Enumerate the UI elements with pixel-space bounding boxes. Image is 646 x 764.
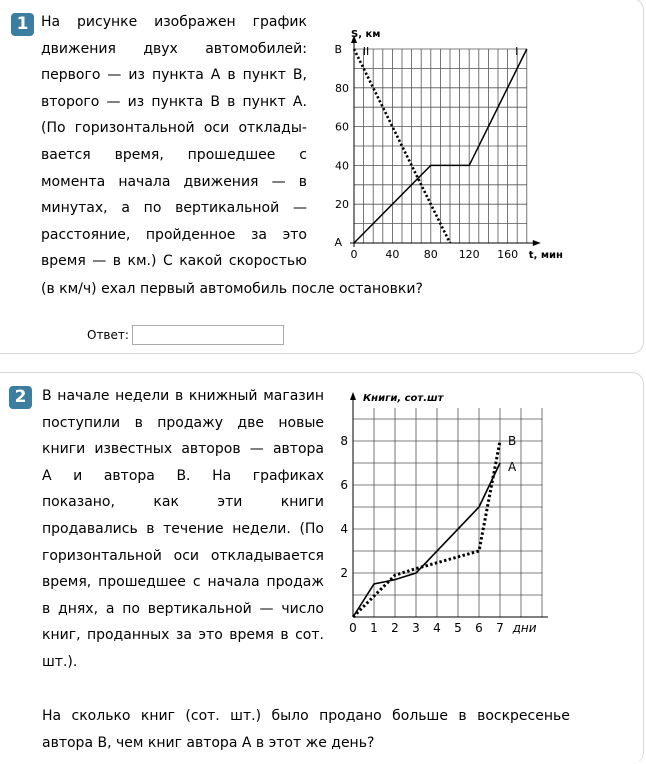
word: автомобилей: <box>205 36 307 63</box>
text-line <box>41 89 307 116</box>
word: книжный <box>189 383 258 410</box>
y-tick-label: 8 <box>340 434 348 448</box>
distance-time-chart <box>322 24 552 264</box>
x-tick-label: 120 <box>459 248 480 261</box>
word: продавались <box>42 516 138 543</box>
word: в <box>135 410 143 437</box>
word: это <box>283 222 307 249</box>
problem-text <box>42 383 324 649</box>
answer-label: Ответ: <box>87 328 129 342</box>
word: На <box>42 703 61 730</box>
word: магазин <box>263 383 324 410</box>
text-line <box>42 703 570 730</box>
y-tick-label: 4 <box>340 522 348 536</box>
word: в <box>42 596 50 623</box>
word: продаж <box>267 569 324 596</box>
x-tick-label: 1 <box>370 621 378 635</box>
word: а <box>106 596 115 623</box>
word: (сот. <box>185 703 219 730</box>
word: начала <box>118 169 170 196</box>
word: книги <box>281 489 324 516</box>
y-axis-label: Книги, сот.шт <box>363 393 445 404</box>
text-line <box>42 543 324 570</box>
text-line <box>42 569 324 596</box>
word: время, <box>115 142 164 169</box>
word: движения <box>184 169 259 196</box>
word: какой <box>179 248 222 275</box>
x-axis-arrow <box>533 240 541 246</box>
word: первого <box>41 62 100 89</box>
word: пункт <box>243 62 286 89</box>
word: В <box>210 89 220 116</box>
x-tick-label: 3 <box>412 621 420 635</box>
text-line <box>42 489 324 516</box>
word: А <box>211 62 221 89</box>
y-tick-label: 6 <box>340 478 348 492</box>
word: из <box>128 62 145 89</box>
word: известных <box>94 436 172 463</box>
word: графиках <box>253 463 324 490</box>
word: вертикальной <box>175 195 279 222</box>
word: с <box>193 569 201 596</box>
text-line <box>42 383 324 410</box>
x-tick-label: 5 <box>454 621 462 635</box>
word: пункта <box>152 62 204 89</box>
word: оси <box>204 115 229 142</box>
word: — <box>107 89 121 116</box>
x-tick-label: 80 <box>424 248 438 261</box>
problem-number-badge: 1 <box>11 13 34 36</box>
x-tick-label: 0 <box>349 621 357 635</box>
word: по <box>122 596 140 623</box>
word: новые <box>278 410 324 437</box>
question-text <box>42 703 570 756</box>
word: больше <box>392 703 448 730</box>
word: В, <box>293 62 307 89</box>
word: отклады- <box>238 115 307 142</box>
word: А. <box>293 89 307 116</box>
word: (По <box>41 115 66 142</box>
word: время, <box>42 569 91 596</box>
word: течение <box>163 516 224 543</box>
x-tick-label: 160 <box>497 248 518 261</box>
y-tick-label: 40 <box>335 159 349 172</box>
word: пункта <box>151 89 203 116</box>
text-line <box>42 436 324 463</box>
word: днях, <box>58 596 98 623</box>
word: С <box>163 248 173 275</box>
word: проданных <box>87 622 170 649</box>
text-line <box>41 248 307 275</box>
word: оси <box>174 543 199 570</box>
y-tick-label: 20 <box>335 198 349 211</box>
word: рисунке <box>77 9 137 36</box>
word: в <box>458 703 466 730</box>
word: недели <box>115 383 169 410</box>
word: момента <box>41 169 105 196</box>
word: из <box>128 89 145 116</box>
text-line <box>42 622 324 649</box>
text-line <box>41 169 307 196</box>
word: В. <box>176 463 190 490</box>
y-tick-label: 2 <box>340 566 348 580</box>
word: двух <box>143 36 178 63</box>
series-line-solid <box>353 463 500 617</box>
text-line <box>42 410 324 437</box>
word: км.) <box>128 248 157 275</box>
series-label-b: В <box>508 434 516 448</box>
word: книг, <box>42 622 81 649</box>
word: книг <box>141 703 175 730</box>
word: за <box>251 222 267 249</box>
word: — <box>92 248 106 275</box>
word: В <box>42 383 52 410</box>
x-tick-label: 2 <box>391 621 399 635</box>
word: время <box>229 622 274 649</box>
word: как <box>153 489 179 516</box>
word: вается <box>41 142 91 169</box>
word: в <box>227 89 235 116</box>
word: второго <box>41 89 99 116</box>
series-label-a: А <box>508 460 517 474</box>
text-line <box>42 516 324 543</box>
x-tick-label: 0 <box>351 248 358 261</box>
word: автора <box>104 463 155 490</box>
text-line <box>41 115 307 142</box>
word: минутах, <box>41 195 108 222</box>
word: — <box>293 195 307 222</box>
y-tick-label: 80 <box>335 82 349 95</box>
word: в <box>299 169 307 196</box>
books-sales-chart <box>330 386 560 636</box>
word: воскресенье <box>477 703 570 730</box>
word: книги <box>42 436 85 463</box>
x-tick-label: 6 <box>475 621 483 635</box>
text-line: автора В, чем книг автора А в этот же день? <box>42 730 570 757</box>
word: продажу <box>157 410 223 437</box>
word: — <box>260 596 274 623</box>
word: начале <box>57 383 109 410</box>
word: шт.) <box>230 703 261 730</box>
x-tick-label: 4 <box>433 621 441 635</box>
word: автора <box>273 436 324 463</box>
word: скоростью <box>229 248 307 275</box>
word: показано, <box>42 489 115 516</box>
word: а <box>121 195 130 222</box>
y-axis-arrow <box>350 392 356 400</box>
text-line <box>41 222 307 249</box>
text-line <box>42 596 324 623</box>
series-label-II: II <box>363 45 370 58</box>
answer-input[interactable] <box>132 325 284 345</box>
problem-text-last-line: (в км/ч) ехал первый автомобиль после остановки? <box>41 276 461 303</box>
word: движения <box>41 36 116 63</box>
word: эти <box>217 489 242 516</box>
word: в <box>146 516 154 543</box>
problem-text-last-line: шт.). <box>42 649 324 676</box>
point-label-b: В <box>334 43 342 56</box>
word: было <box>271 703 308 730</box>
series-label-I: I <box>515 45 518 58</box>
word: — <box>107 62 121 89</box>
word: На <box>212 463 231 490</box>
word: горизонтальной <box>75 115 195 142</box>
word: авторов <box>181 436 240 463</box>
word: в <box>113 248 121 275</box>
word: число <box>281 596 324 623</box>
word: вертикальной <box>148 596 252 623</box>
word: это <box>198 622 222 649</box>
text-line <box>41 142 307 169</box>
word: в <box>175 383 183 410</box>
word: — <box>250 436 264 463</box>
word: поступили <box>42 410 120 437</box>
word: начала <box>207 569 259 596</box>
point-label-a: А <box>334 236 342 249</box>
word: по <box>144 195 162 222</box>
word: — <box>272 169 286 196</box>
word: в <box>227 62 235 89</box>
word: график <box>253 9 307 36</box>
word: пункт <box>243 89 286 116</box>
word: А <box>42 463 52 490</box>
word: горизонтальной <box>42 543 162 570</box>
x-axis-label: дни <box>512 621 537 635</box>
text-line <box>41 36 307 63</box>
x-axis-label: t, мин <box>529 250 563 261</box>
text-line <box>41 9 307 36</box>
word: пройденное <box>146 222 235 249</box>
word: изображен <box>154 9 236 36</box>
word: (По <box>299 516 324 543</box>
word: продано <box>319 703 382 730</box>
x-tick-label: 7 <box>496 621 504 635</box>
word: недели. <box>232 516 291 543</box>
word: прошедшее <box>188 142 276 169</box>
word: расстояние, <box>41 222 130 249</box>
text-line <box>42 463 324 490</box>
problem-text <box>41 9 307 275</box>
word: за <box>176 622 192 649</box>
word: сот. <box>295 622 324 649</box>
word: На <box>41 9 60 36</box>
y-tick-label: 60 <box>335 121 349 134</box>
word: сколько <box>72 703 131 730</box>
word: в <box>280 622 288 649</box>
word: и <box>73 463 82 490</box>
text-line <box>41 195 307 222</box>
x-tick-label: 40 <box>385 248 399 261</box>
word: откладывается <box>211 543 324 570</box>
word: прошедшее <box>98 569 186 596</box>
problem-number-badge: 2 <box>9 386 32 409</box>
word: время <box>41 248 86 275</box>
text-line <box>41 62 307 89</box>
word: с <box>299 142 307 169</box>
word: две <box>237 410 264 437</box>
y-axis-label: S, км <box>351 29 380 40</box>
